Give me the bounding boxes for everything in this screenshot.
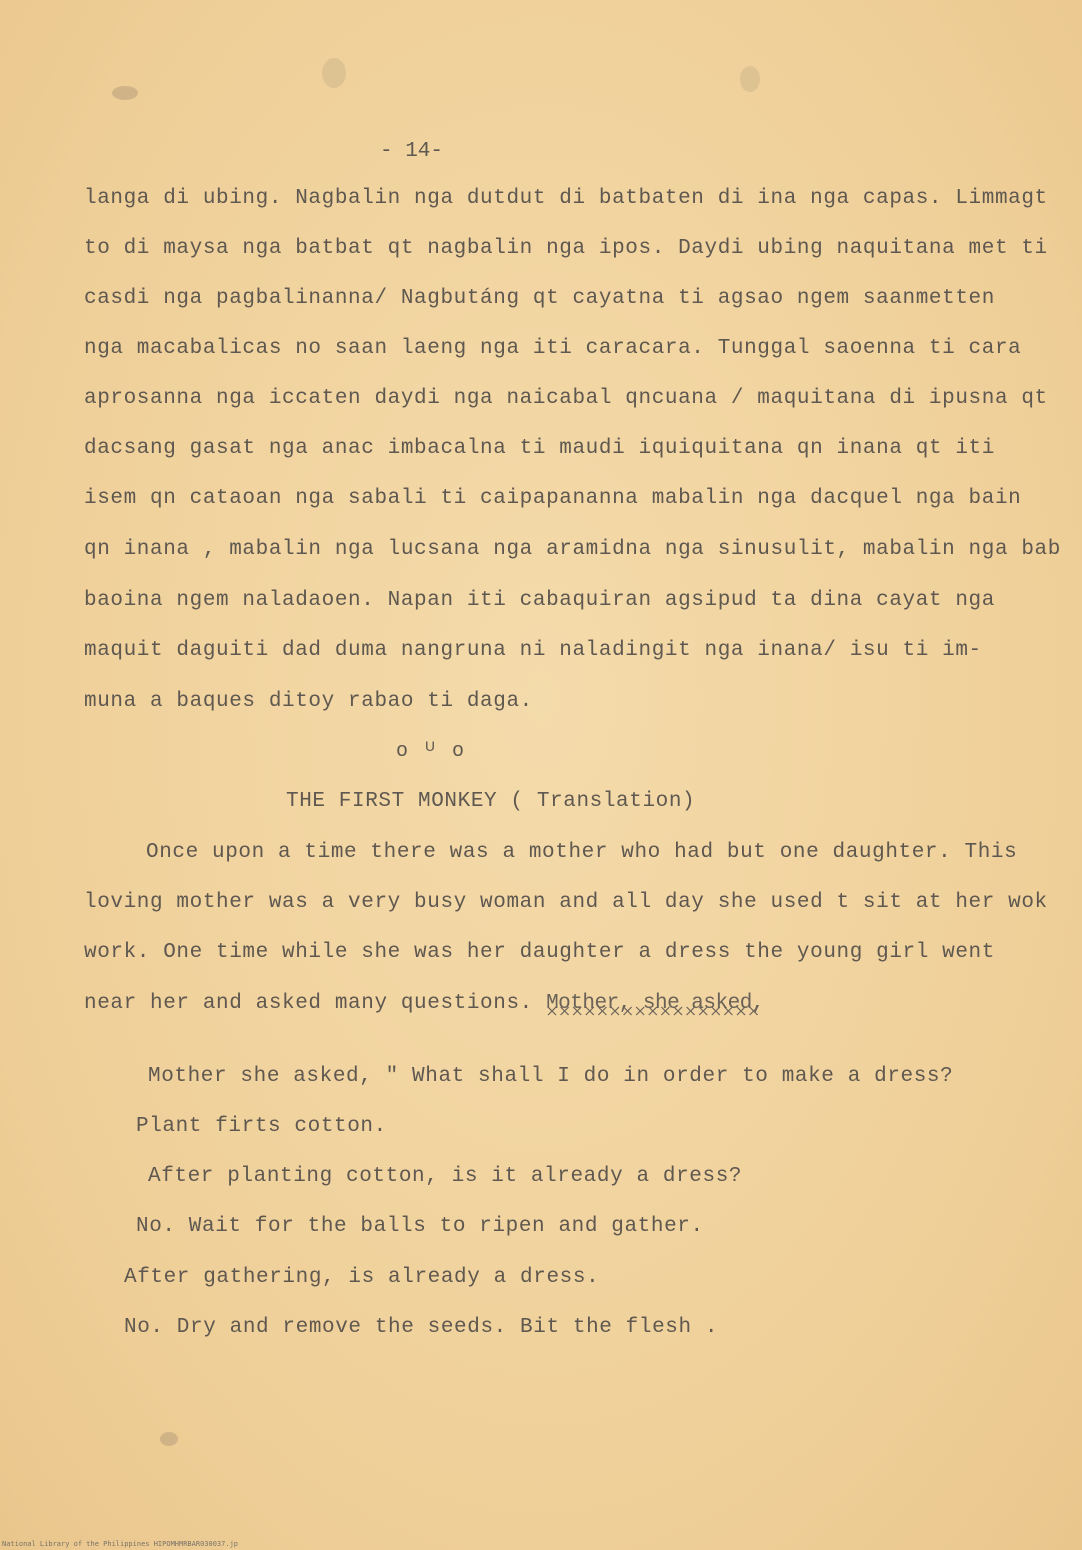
- text-segment: near her and asked many questions.: [84, 992, 533, 1015]
- text-line: work. One time while she was her daughter a dress the young girl went: [84, 941, 995, 964]
- section-separator: o ᵁ o: [396, 740, 467, 763]
- ink-smudge: [112, 86, 138, 100]
- text-line: Once upon a time there was a mother who had but one daughter. This: [146, 841, 1018, 864]
- text-line: aprosanna nga iccaten daydi nga naicabal qncuana / maquitana di ipusna qt: [84, 387, 1048, 410]
- text-line: qn inana , mabalin nga lucsana nga aramidna nga sinusulit, mabalin nga bab: [84, 538, 1061, 561]
- page-number: - 14-: [380, 140, 444, 163]
- text-line: nga macabalicas no saan laeng nga iti caracara. Tunggal saoenna ti cara: [84, 337, 1022, 360]
- dialogue-line: Mother she asked, " What shall I do in order to make a dress?: [148, 1065, 954, 1088]
- struck-out-text: [546, 993, 764, 1014]
- struck-words: Mother, she asked,: [546, 992, 764, 1015]
- text-line: to di maysa nga batbat qt nagbalin nga ipos. Daydi ubing naquitana met ti: [84, 237, 1048, 260]
- strike-marks: [546, 991, 766, 1015]
- text-line: [84, 993, 764, 1014]
- text-line: baoina ngem naladaoen. Napan iti cabaquiran agsipud ta dina cayat nga: [84, 589, 995, 612]
- text-line: casdi nga pagbalinanna/ Nagbutáng qt cayatna ti agsao ngem saanmetten: [84, 287, 995, 310]
- text-line: muna a baques ditoy rabao ti daga.: [84, 690, 533, 713]
- dialogue-line: After planting cotton, is it already a dress?: [148, 1165, 743, 1188]
- text-line: langa di ubing. Nagbalin nga dutdut di batbaten di ina nga capas. Limmagt: [84, 187, 1048, 210]
- text-line: loving mother was a very busy woman and all day she used t sit at her wok: [84, 891, 1048, 914]
- text-line: dacsang gasat nga anac imbacalna ti maudi iquiquitana qn inana qt iti: [84, 437, 995, 460]
- archive-footer: National Library of the Philippines HIPOMHMRBAR030037.jp: [2, 1540, 239, 1548]
- text-line: maquit daguiti dad duma nangruna ni naladingit nga inana/ isu ti im-: [84, 639, 982, 662]
- text-line: isem qn cataoan nga sabali ti caipapananna mabalin nga dacquel nga bain: [84, 487, 1022, 510]
- ink-smudge: [322, 58, 346, 88]
- strike-x-marks: [548, 1007, 758, 1015]
- dialogue-line: After gathering, is already a dress.: [124, 1266, 600, 1289]
- ink-smudge: [740, 66, 760, 92]
- dialogue-line: Plant firts cotton.: [136, 1115, 387, 1138]
- dialogue-line: No. Dry and remove the seeds. Bit the flesh .: [124, 1316, 719, 1339]
- translation-title: THE FIRST MONKEY ( Translation): [286, 790, 696, 813]
- ink-smudge: [160, 1432, 178, 1446]
- dialogue-line: No. Wait for the balls to ripen and gather.: [136, 1215, 704, 1238]
